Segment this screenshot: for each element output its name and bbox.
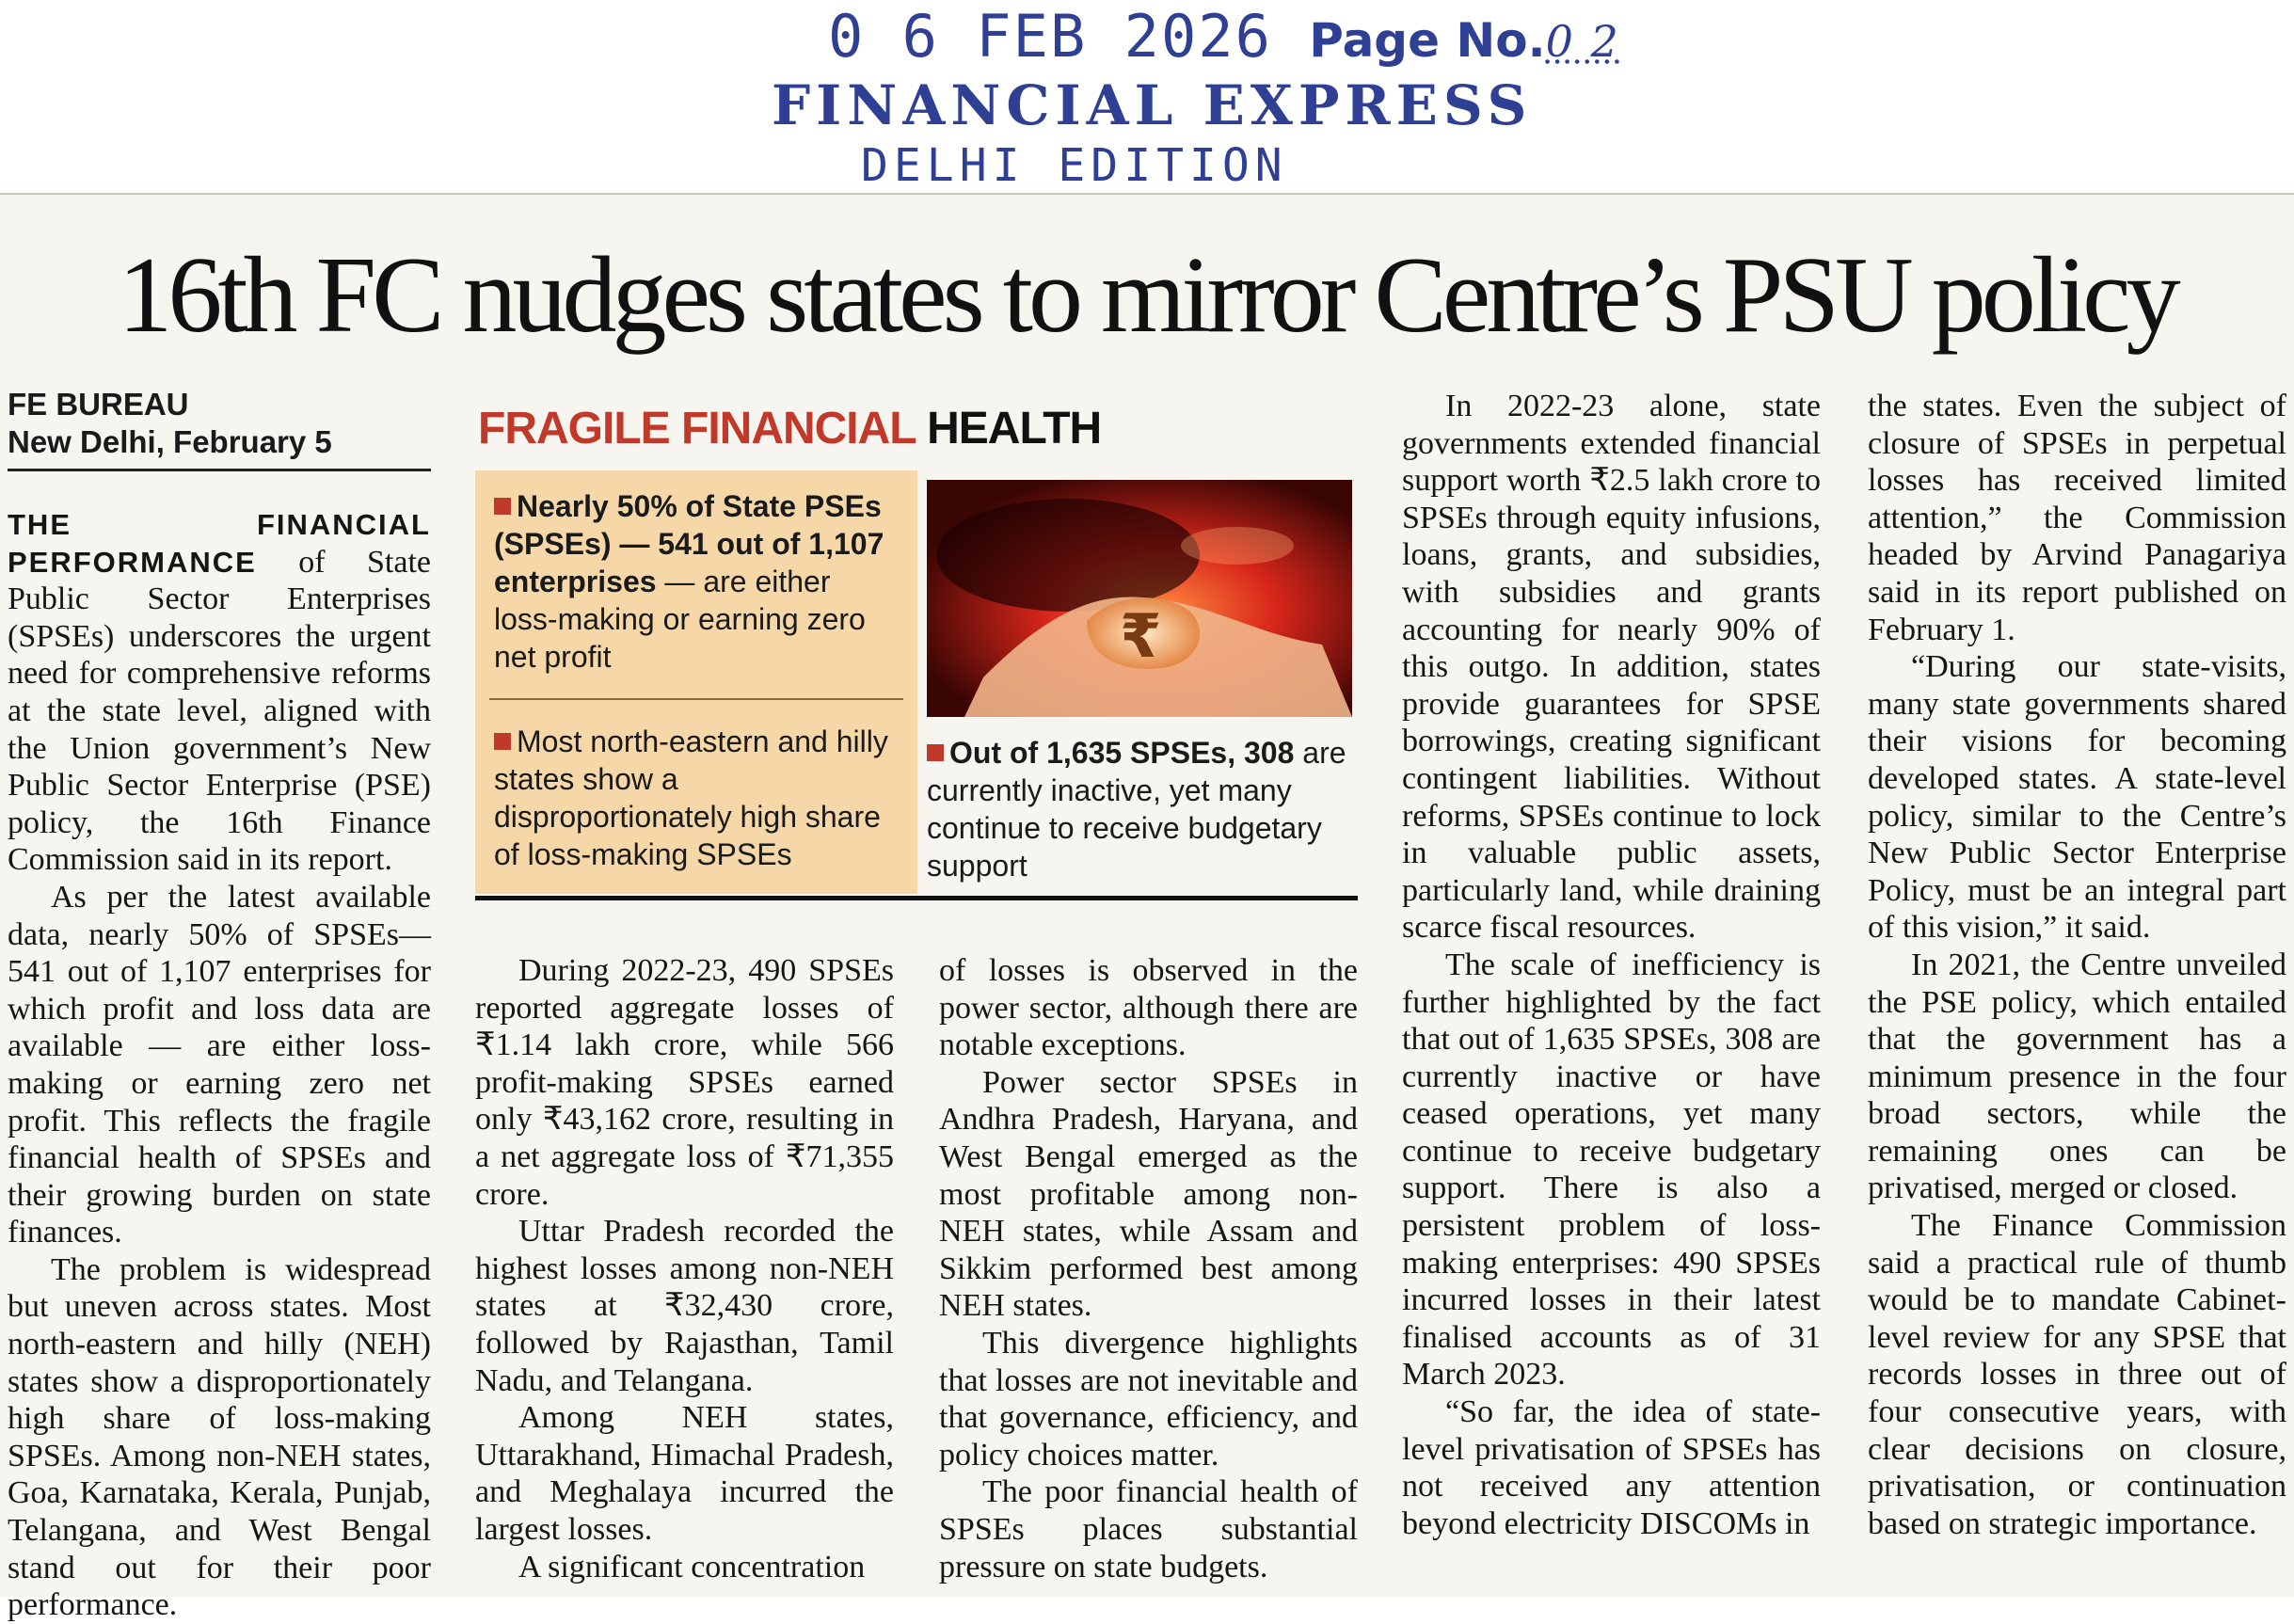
byline-divider [8,469,431,471]
column-2-paragraph-4: A significant concentration [518,1549,866,1584]
column-5-paragraph-1: the states. Even the subject of closure of SPSEs in perpetual losses has received limited attention,” the Commission headed by Arvind Panagariya said in its report published on February 1. [1868,389,2286,647]
column-1-paragraph-1 [8,506,431,879]
article-column-2 [475,952,894,1585]
stamp-publication: FINANCIAL EXPRESS [772,73,1533,137]
column-3-paragraph-4: The poor financial health of SPSEs places substantial pressure on state budgets. [939,1474,1358,1584]
column-4-paragraph-1: In 2022-23 alone, state governments extended financial support worth ₹2.5 lakh crore to SPSEs through equity infusions, loans, grants, and subsidies, with subsidies and grants accounting for nearly 90% of this outgo. In addition, states provide guarantees for SPSE borrowings, creating significant contingent liabilities. Without reforms, SPSEs continue to lock in valuable public assets, particularly land, while draining scarce fiscal resources. [1402,389,1821,946]
byline: FE BUREAU [8,387,189,422]
column-3-paragraph-3: This divergence highlights that losses are not inevitable and that governance, efficiency, and policy choices matter. [939,1325,1358,1473]
column-3-paragraph-1: of losses is observed in the power sector, although there are notable exceptions. [939,953,1358,1063]
column-5-paragraph-4: The Finance Commission said a practical rule of thumb would be to mandate Cabinet-level review for any SPSE that records losses in three out of four consecutive years, with clear decisions on closure, privatisation, or continuation based on strategic importance. [1868,1208,2286,1541]
svg-text:₹: ₹ [1120,602,1162,672]
column-5-paragraph-3: In 2021, the Centre unveiled the PSE policy, which entailed that the government has a minimum presence in the four broad sectors, while the remaining ones can be privatised, merged or closed. [1868,947,2286,1206]
stamp-date-line [828,2,1620,71]
column-3-paragraph-2: Power sector SPSEs in Andhra Pradesh, Haryana, and West Bengal emerged as the most profitable among non-NEH states, while Assam and Sikkim performed best among NEH states. [939,1064,1358,1324]
lead-text: of State Public Sector Enterprises (SPSEs) underscores the urgent need for comprehensive reforms at the state level, aligned with the Union government’s New Public Sector Enterprise (PSE) policy, the 16th Finance Commission said in its report. [8,544,431,878]
box-title [478,403,1101,454]
column-2-paragraph-1: During 2022-23, 490 SPSEs reported aggregate losses of ₹1.14 lakh crore, while 566 profit-making SPSEs earned only ₹43,162 crore, resulting in a net aggregate loss of ₹71,355 crore. [475,953,894,1212]
bullet-1-rest: — are either loss-making or earning zero net profit [494,565,866,674]
lead-in: THE FINANCIAL PERFORMANCE [8,508,431,579]
bullet-square-icon [494,498,511,515]
box-title-red: FRAGILE FINANCIAL [478,404,916,454]
box-title-black: HEALTH [915,404,1102,454]
stamp-edition: DELHI EDITION [861,139,1288,192]
bullet-3-rest: are currently inactive, yet many continue to receive budgetary support [927,736,1346,883]
rupee-hand-photo [927,480,1352,717]
column-4-paragraph-2: The scale of inefficiency is further highlighted by the fact that out of 1,635 SPSEs, 308 are currently inactive or have ceased operations, yet many continue to receive budgetary support. There is also a persistent problem of loss-making enterprises: 490 SPSEs incurred losses in their latest finalised accounts as of 31 March 2023. [1402,947,1821,1393]
byline-block [8,386,431,461]
column-4-paragraph-3: “So far, the idea of state-level privatisation of SPSEs has not received any attention beyond electricity DISCOMs in [1402,1394,1821,1541]
bullet-2-text: Most north-eastern and hilly states show a disproportionately high share of loss-making SPSEs [494,724,888,871]
column-2-paragraph-3: Among NEH states, Uttarakhand, Himachal Pradesh, and Meghalaya incurred the largest losses. [475,1400,894,1547]
box-bottom-rule [475,896,1358,900]
bullet-1-bold: Nearly 50% of State PSEs (SPSEs) — 541 out of 1,107 enterprises [494,489,884,598]
bullet-3-bold: Out of 1,635 SPSEs, 308 [949,736,1295,770]
bullet-square-icon [927,744,944,761]
stamp-page-number: 0 2 [1545,16,1620,67]
box-bullet-3 [927,734,1355,884]
column-5-paragraph-2: “During our state-visits, many state governments shared their visions for becoming developed states. A state-level policy, similar to the Centre’s New Public Sector Enterprise Policy, must be an integral part of this vision,” it said. [1868,649,2286,946]
column-1-paragraph-3: The problem is widespread but uneven across states. Most north-eastern and hilly (NEH) states show a disproportionately high share of loss-making SPSEs. Among non-NEH states, Goa, Karnataka, Kerala, Punjab, Telangana, and West Bengal stand out for their poor performance. [8,1251,431,1623]
dateline: New Delhi, February 5 [8,424,332,459]
headline: 16th FC nudges states to mirror Centre’s PSU policy [118,235,2176,356]
article-column-3 [939,952,1358,1585]
stamp-date: 0 6 FEB 2026 [828,2,1272,71]
article-column-4 [1402,388,1821,1542]
photo-illustration [927,480,1352,717]
date-stamp [734,0,1620,192]
stamp-page-label: Page No. [1309,13,1546,68]
bullet-square-icon [494,733,511,750]
column-1-paragraph-2: As per the latest available data, nearly 50% of SPSEs—541 out of 1,107 enterprises for which profit and loss data are available — are either loss-making or earning zero net profit. This reflects the fragile financial health of SPSEs and their growing burden on state finances. [8,879,431,1250]
box-bullet-2 [494,723,899,873]
article-column-5 [1868,388,2286,1542]
column-2-paragraph-2: Uttar Pradesh recorded the highest losses among non-NEH states at ₹32,430 crore, followed by Rajasthan, Tamil Nadu, and Telangana. [475,1214,894,1398]
box-bullet-1 [494,487,899,676]
article-column-1 [8,506,431,1624]
box-divider [489,698,903,700]
